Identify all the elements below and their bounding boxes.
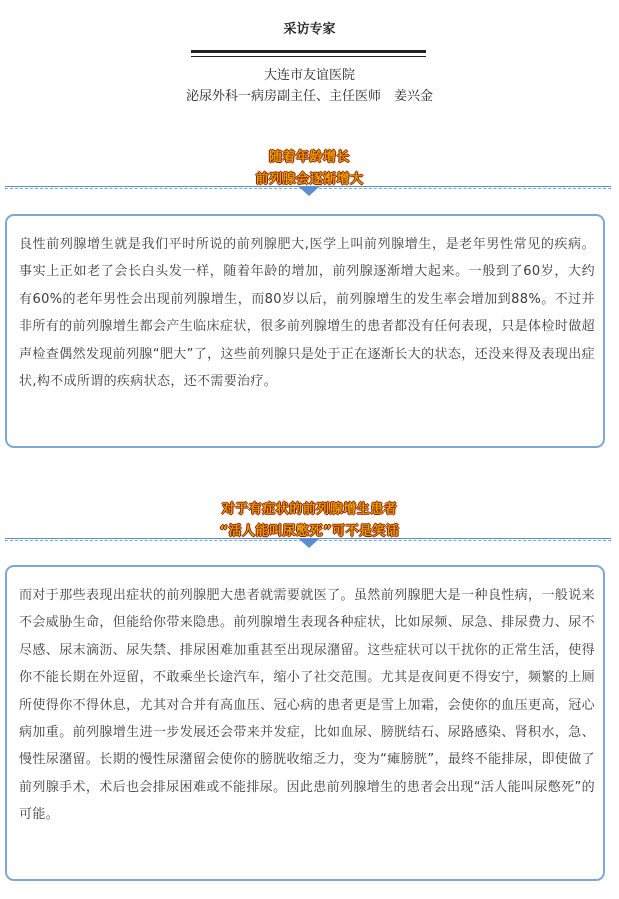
header-rule-thick: [191, 50, 426, 53]
header-rule-thin: [191, 56, 426, 57]
section2-body-text: 而对于那些表现出症状的前列腺肥大患者就需要就医了。虽然前列腺肥大是一种良性病，一般说来不会威胁生命，但能给你带来隐患。前列腺增生表现各种症状，比如尿频、尿急、排尿费力、尿不尽感、尿末滴沥、尿失禁、排尿困难加重甚至出现尿潴留。这些症状可以干扰你的正常生活，使得你不能长期在外逗留，不敢乘坐长途汽车，缩小了社交范围。尤其是夜间更不得安宁，频繁的上厕所使得你不得休息，尤其对合并有高血压、冠心病的患者更是雪上加霜，会使你的血压更高，冠心病加重。前列腺增生进一步发展还会带来并发症，比如血尿、膀胱结石、尿路感染、肾积水，急、慢性尿潴留。长期的慢性尿潴留会使你的膀胱收缩乏力，变为“瘫膀胱”，最终不能排尿，即使做了前列腺手术，术后也会排尿困难或不能排尿。因此患前列腺增生的患者会出现“活人能叫尿憋死”的可能。: [19, 588, 595, 823]
section2-content-box: [5, 565, 605, 881]
header-title: 采访专家: [283, 22, 336, 37]
section2-pointer-icon: [299, 539, 319, 548]
section1-title-line1: 随着年龄增长: [268, 150, 350, 165]
section1-title-line2: 前列腺会逐渐增大: [255, 172, 364, 187]
section1-pointer-icon: [299, 187, 319, 196]
section2-title-line2: “活人能叫尿憋死”可不是笑话: [219, 524, 400, 539]
section2-title-line1: 对于有症状的前列腺增生患者: [221, 502, 398, 517]
section1-content-box: [5, 214, 605, 448]
hospital-name: 大连市友谊医院: [263, 68, 355, 83]
doctor-title: 泌尿外科一病房副主任、主任医师 姜兴金: [185, 89, 433, 104]
section1-body-text: 良性前列腺增生就是我们平时所说的前列腺肥大,医学上叫前列腺增生，是老年男性常见的疾病。事实上正如老了会长白头发一样，随着年龄的增加，前列腺逐渐增大起来。一般到了60岁，大约有60%的老年男性会出现前列腺增生，而80岁以后，前列腺增生的发生率会增加到88%。不过并非所有的前列腺增生都会产生临床症状，很多前列腺增生的患者都没有任何表现，只是体检时做超声检查偶然发现前列腺“肥大”了，这些前列腺只是处于正在逐渐长大的状态，还没来得及表现出症状,构不成所谓的疾病状态，还不需要治疗。: [19, 237, 595, 390]
